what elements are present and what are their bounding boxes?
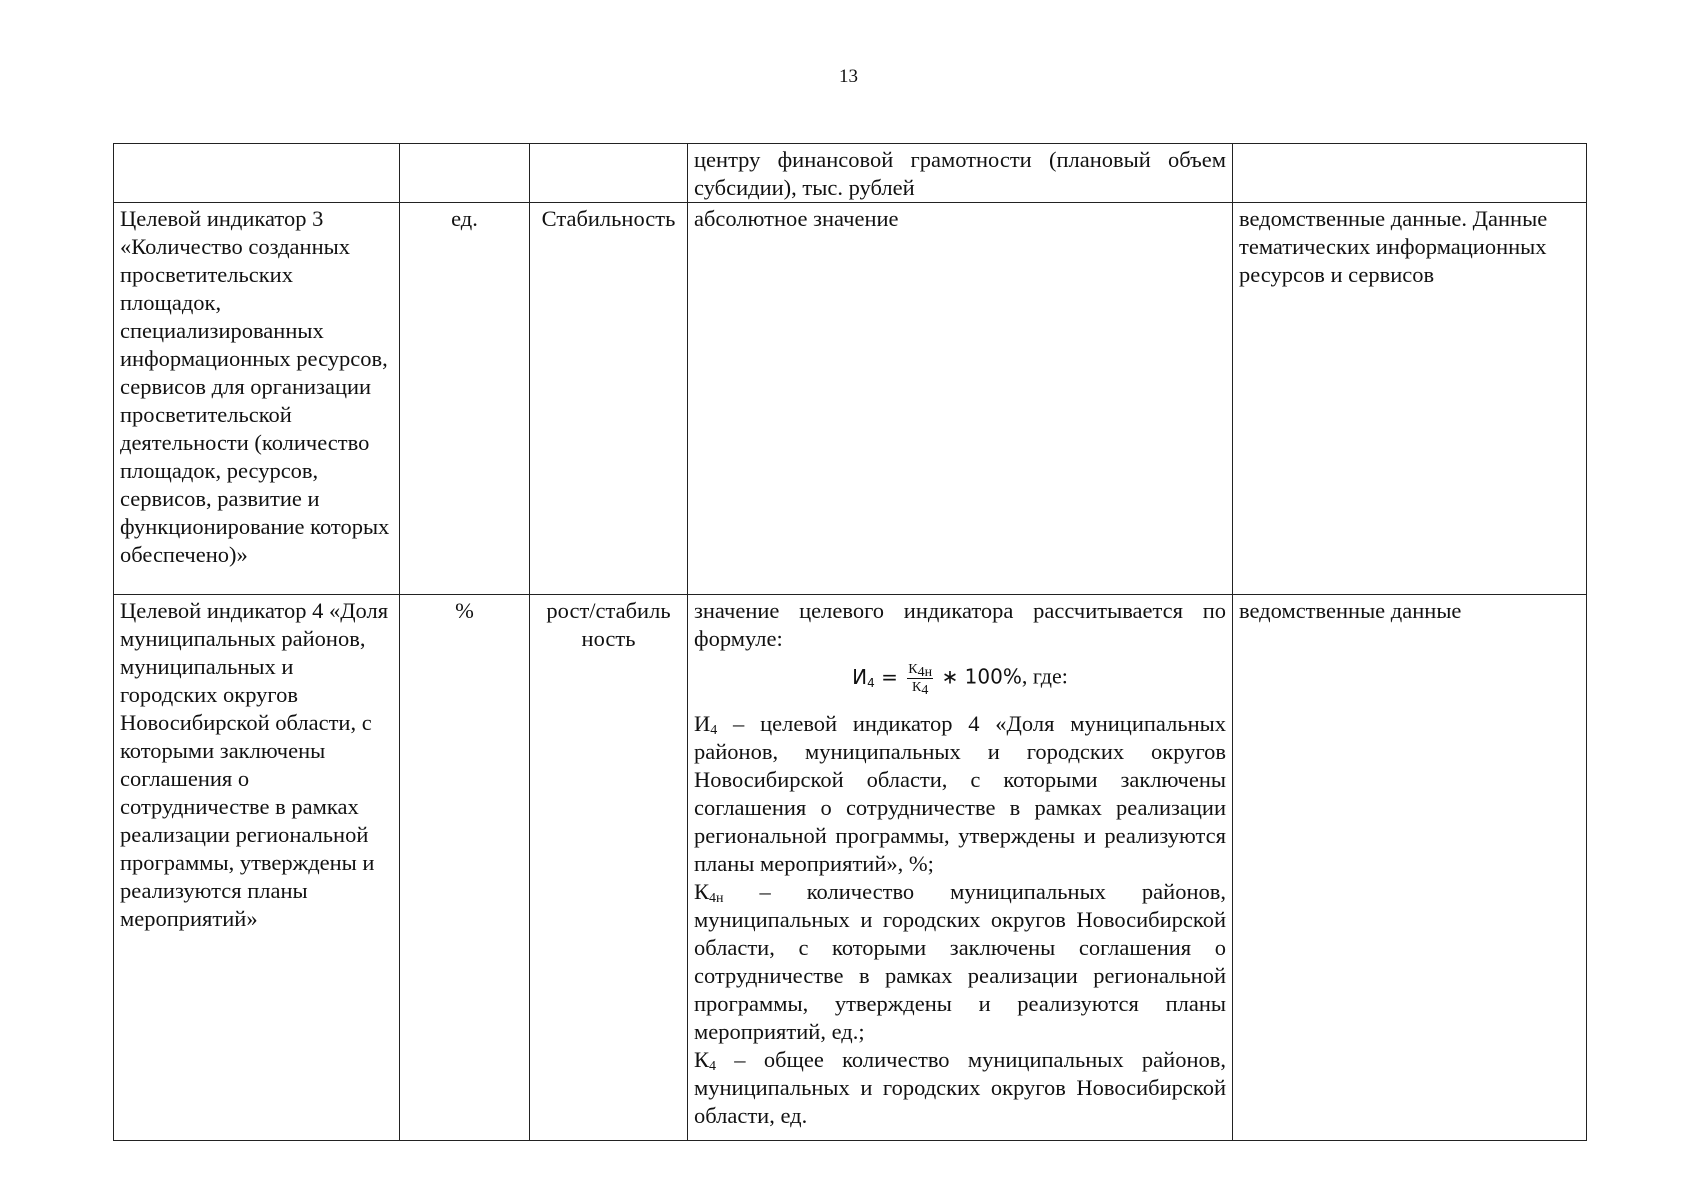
definition-k4: $К_4$ – общее количество муниципальных районов, муниципальных и городских округов Новосибирской области, ед.: [694, 1047, 1226, 1128]
formula-multiplier: ∗ 100%: [941, 664, 1022, 689]
cell-trend: [530, 595, 688, 1141]
cell-unit: ед.: [400, 203, 530, 595]
trend-line-1: рост/стабиль: [546, 598, 671, 623]
formula-numerator: $К_{4н}$: [908, 662, 933, 680]
cell-trend: [530, 144, 688, 203]
indicators-table: [113, 143, 1587, 1141]
page-number: 13: [839, 66, 858, 87]
table-row: [114, 144, 1587, 203]
definition-k4n: $К_{4н}$ – количество муниципальных районов, муниципальных и городских округов Новосибирской области, с которыми заключены соглашения о сотрудничестве в рамках реализации региональной программы, утверждены и реализуются планы мероприятий, ед.;: [694, 879, 1226, 1044]
cell-trend: Стабильность: [530, 203, 688, 595]
table-row: [114, 203, 1587, 595]
cell-unit: %: [400, 595, 530, 1141]
cell-name: [114, 144, 400, 203]
formula-lhs: $И_4$ =: [852, 664, 905, 690]
cell-unit: [400, 144, 530, 203]
formula-denominator: $К_4$: [911, 680, 929, 698]
formula-tail: , где:: [1021, 663, 1068, 689]
formula-fraction: [907, 661, 933, 696]
cell-source: [1233, 144, 1587, 203]
cell-source: ведомственные данные. Данные тематических информационных ресурсов и сервисов: [1233, 203, 1587, 595]
trend-line-2: ность: [581, 626, 636, 651]
cell-name: Целевой индикатор 4 «Доля муниципальных районов, муниципальных и городских округов Новосибирской области, с которыми заключены соглашения о сотрудничестве в рамках реализации региональной программы, утверждены и реализуются планы мероприятий»: [114, 595, 400, 1141]
cell-method: центру финансовой грамотности (плановый объем субсидии), тыс. рублей: [688, 144, 1233, 203]
cell-method: [688, 595, 1233, 1141]
cell-method: абсолютное значение: [688, 203, 1233, 595]
cell-name: Целевой индикатор 3 «Количество созданных просветительских площадок, специализированных информационных ресурсов, сервисов для организации просветительской деятельности (количество площадок, ресурсов, сервисов, развитие и функционирование которых обеспечено)»: [114, 203, 400, 595]
formula: [694, 661, 1226, 696]
formula-intro: значение целевого индикатора рассчитывается по формуле:: [694, 598, 1226, 651]
definition-i4: $И_4$ – целевой индикатор 4 «Доля муниципальных районов, муниципальных и городских округов Новосибирской области, с которыми заключены соглашения о сотрудничестве в рамках реализации региональной программы, утверждены и реализуются планы мероприятий», %;: [694, 711, 1226, 876]
table-row: [114, 595, 1587, 1141]
cell-source: ведомственные данные: [1233, 595, 1587, 1141]
